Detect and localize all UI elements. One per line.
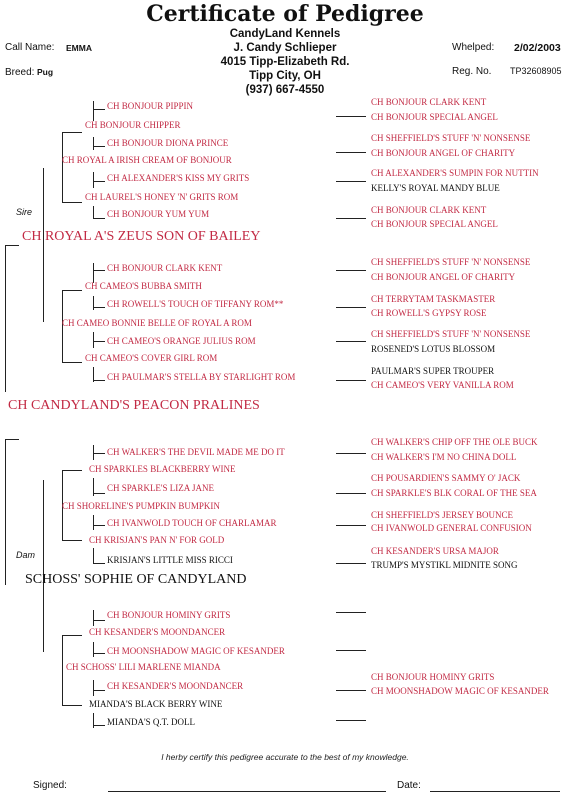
dam-label: Dam <box>16 550 36 560</box>
dam-gen4-5: CH BONJOUR HOMINY GRITS <box>107 610 231 620</box>
kennel-phone: (937) 667-4550 <box>245 84 325 96</box>
dam-gen3-d: MIANDA'S BLACK BERRY WINE <box>89 699 223 709</box>
sire-gen5-6a: CH TERRYTAM TASKMASTER <box>371 294 496 304</box>
dam-gen4-1: CH WALKER'S THE DEVIL MADE ME DO IT <box>107 447 285 457</box>
dam-gen5-2b: CH SPARKLE'S BLK CORAL OF THE SEA <box>371 488 537 498</box>
sire-gen5-3b: KELLY'S ROYAL MANDY BLUE <box>371 183 500 193</box>
dam-gen4-4: KRISJAN'S LITTLE MISS RICCI <box>107 555 233 565</box>
breed-value: Pug <box>37 67 54 77</box>
kennel-name: CandyLand Kennels <box>229 28 341 40</box>
sire-gen5-8a: PAULMAR'S SUPER TROUPER <box>371 366 495 376</box>
sire-gen5-6b: CH ROWELL'S GYPSY ROSE <box>371 308 487 318</box>
certification-statement: I herby certify this pedigree accurate to the best of my knowledge. <box>161 752 409 762</box>
breed-label: Breed: <box>5 67 35 78</box>
sire-gen4-2: CH BONJOUR DIONA PRINCE <box>107 138 229 148</box>
sire-gen2-sire: CH ROYAL A IRISH CREAM OF BONJOUR <box>62 155 232 165</box>
dam-gen5-1b: CH WALKER'S I'M NO CHINA DOLL <box>371 452 517 462</box>
sire-gen4-3: CH ALEXANDER'S KISS MY GRITS <box>107 173 250 183</box>
sire-gen5-2a: CH SHEFFIELD'S STUFF 'N' NONSENSE <box>371 133 531 143</box>
dam-gen2-dam: CH SCHOSS' LILI MARLENE MIANDA <box>66 662 221 672</box>
dam-gen4-2: CH SPARKLE'S LIZA JANE <box>107 483 215 493</box>
sire-gen3-c: CH CAMEO'S BUBBA SMITH <box>85 281 202 291</box>
reg-no-value: TP32608905 <box>510 66 562 76</box>
dam-gen2-sire: CH SHORELINE'S PUMPKIN BUMPKIN <box>62 501 220 511</box>
sire-gen4-8: CH PAULMAR'S STELLA BY STARLIGHT ROM <box>107 372 296 382</box>
sire-gen4-5: CH BONJOUR CLARK KENT <box>107 263 223 273</box>
sire-gen5-4b: CH BONJOUR SPECIAL ANGEL <box>371 219 498 229</box>
dam-gen4-6: CH MOONSHADOW MAGIC OF KESANDER <box>107 646 285 656</box>
sire-gen5-7a: CH SHEFFIELD'S STUFF 'N' NONSENSE <box>371 329 531 339</box>
dam-gen3-a: CH SPARKLES BLACKBERRY WINE <box>89 464 236 474</box>
call-name-label: Call Name: <box>5 42 55 53</box>
sire-gen5-3a: CH ALEXANDER'S SUMPIN FOR NUTTIN <box>371 168 539 178</box>
dam-gen4-8: MIANDA'S Q.T. DOLL <box>107 717 195 727</box>
call-name-value: EMMA <box>66 43 92 53</box>
dam-gen3-c: CH KESANDER'S MOONDANCER <box>89 627 226 637</box>
dam-gen5-7b: CH MOONSHADOW MAGIC OF KESANDER <box>371 686 549 696</box>
sire-gen5-1b: CH BONJOUR SPECIAL ANGEL <box>371 112 498 122</box>
date-label: Date: <box>397 780 421 791</box>
dam-gen5-4a: CH KESANDER'S URSA MAJOR <box>371 546 499 556</box>
dam-gen5-2a: CH POUSARDIEN'S SAMMY O' JACK <box>371 473 521 483</box>
whelped-value: 2/02/2003 <box>514 42 561 54</box>
dam-gen5-1a: CH WALKER'S CHIP OFF THE OLE BUCK <box>371 437 538 447</box>
dam-gen5-4b: TRUMP'S MYSTIKL MIDNITE SONG <box>371 560 518 570</box>
signed-label: Signed: <box>33 780 67 791</box>
sire-gen4-1: CH BONJOUR PIPPIN <box>107 101 194 111</box>
sire-gen5-8b: CH CAMEO'S VERY VANILLA ROM <box>371 380 514 390</box>
sire-gen2-dam: CH CAMEO BONNIE BELLE OF ROYAL A ROM <box>62 318 252 328</box>
sire-gen3-a: CH BONJOUR CHIPPER <box>85 120 181 130</box>
dam-gen5-3b: CH IVANWOLD GENERAL CONFUSION <box>371 523 532 533</box>
dog-registered-name: CH CANDYLAND'S PEACON PRALINES <box>8 398 260 413</box>
kennel-street: 4015 Tipp-Elizabeth Rd. <box>220 56 350 68</box>
sire-gen4-4: CH BONJOUR YUM YUM <box>107 209 210 219</box>
certificate-title: Certificate of Pedigree <box>146 1 424 27</box>
dam-gen4-3: CH IVANWOLD TOUCH OF CHARLAMAR <box>107 518 277 528</box>
sire-name: CH ROYAL A'S ZEUS SON OF BAILEY <box>22 229 261 244</box>
sire-gen4-6: CH ROWELL'S TOUCH OF TIFFANY ROM** <box>107 299 284 309</box>
sire-gen5-7b: ROSENED'S LOTUS BLOSSOM <box>371 344 496 354</box>
dam-gen5-3a: CH SHEFFIELD'S JERSEY BOUNCE <box>371 510 514 520</box>
dam-gen4-7: CH KESANDER'S MOONDANCER <box>107 681 244 691</box>
sire-gen3-d: CH CAMEO'S COVER GIRL ROM <box>85 353 218 363</box>
dam-name: SCHOSS' SOPHIE OF CANDYLAND <box>25 572 247 587</box>
sire-label: Sire <box>16 207 33 217</box>
reg-no-label: Reg. No. <box>452 66 492 77</box>
dam-gen3-b: CH KRISJAN'S PAN N' FOR GOLD <box>89 535 225 545</box>
dam-gen5-7a: CH BONJOUR HOMINY GRITS <box>371 672 495 682</box>
sire-gen5-4a: CH BONJOUR CLARK KENT <box>371 205 487 215</box>
sire-gen4-7: CH CAMEO'S ORANGE JULIUS ROM <box>107 336 256 346</box>
sire-gen3-b: CH LAUREL'S HONEY 'N' GRITS ROM <box>85 192 239 202</box>
sire-gen5-5a: CH SHEFFIELD'S STUFF 'N' NONSENSE <box>371 257 531 267</box>
kennel-owner: J. Candy Schlieper <box>233 42 337 54</box>
signature-line[interactable] <box>108 791 386 792</box>
date-line[interactable] <box>430 791 560 792</box>
whelped-label: Whelped: <box>452 42 495 53</box>
sire-gen5-2b: CH BONJOUR ANGEL OF CHARITY <box>371 148 516 158</box>
sire-gen5-5b: CH BONJOUR ANGEL OF CHARITY <box>371 272 516 282</box>
sire-gen5-1a: CH BONJOUR CLARK KENT <box>371 97 487 107</box>
kennel-city: Tipp City, OH <box>249 70 321 82</box>
